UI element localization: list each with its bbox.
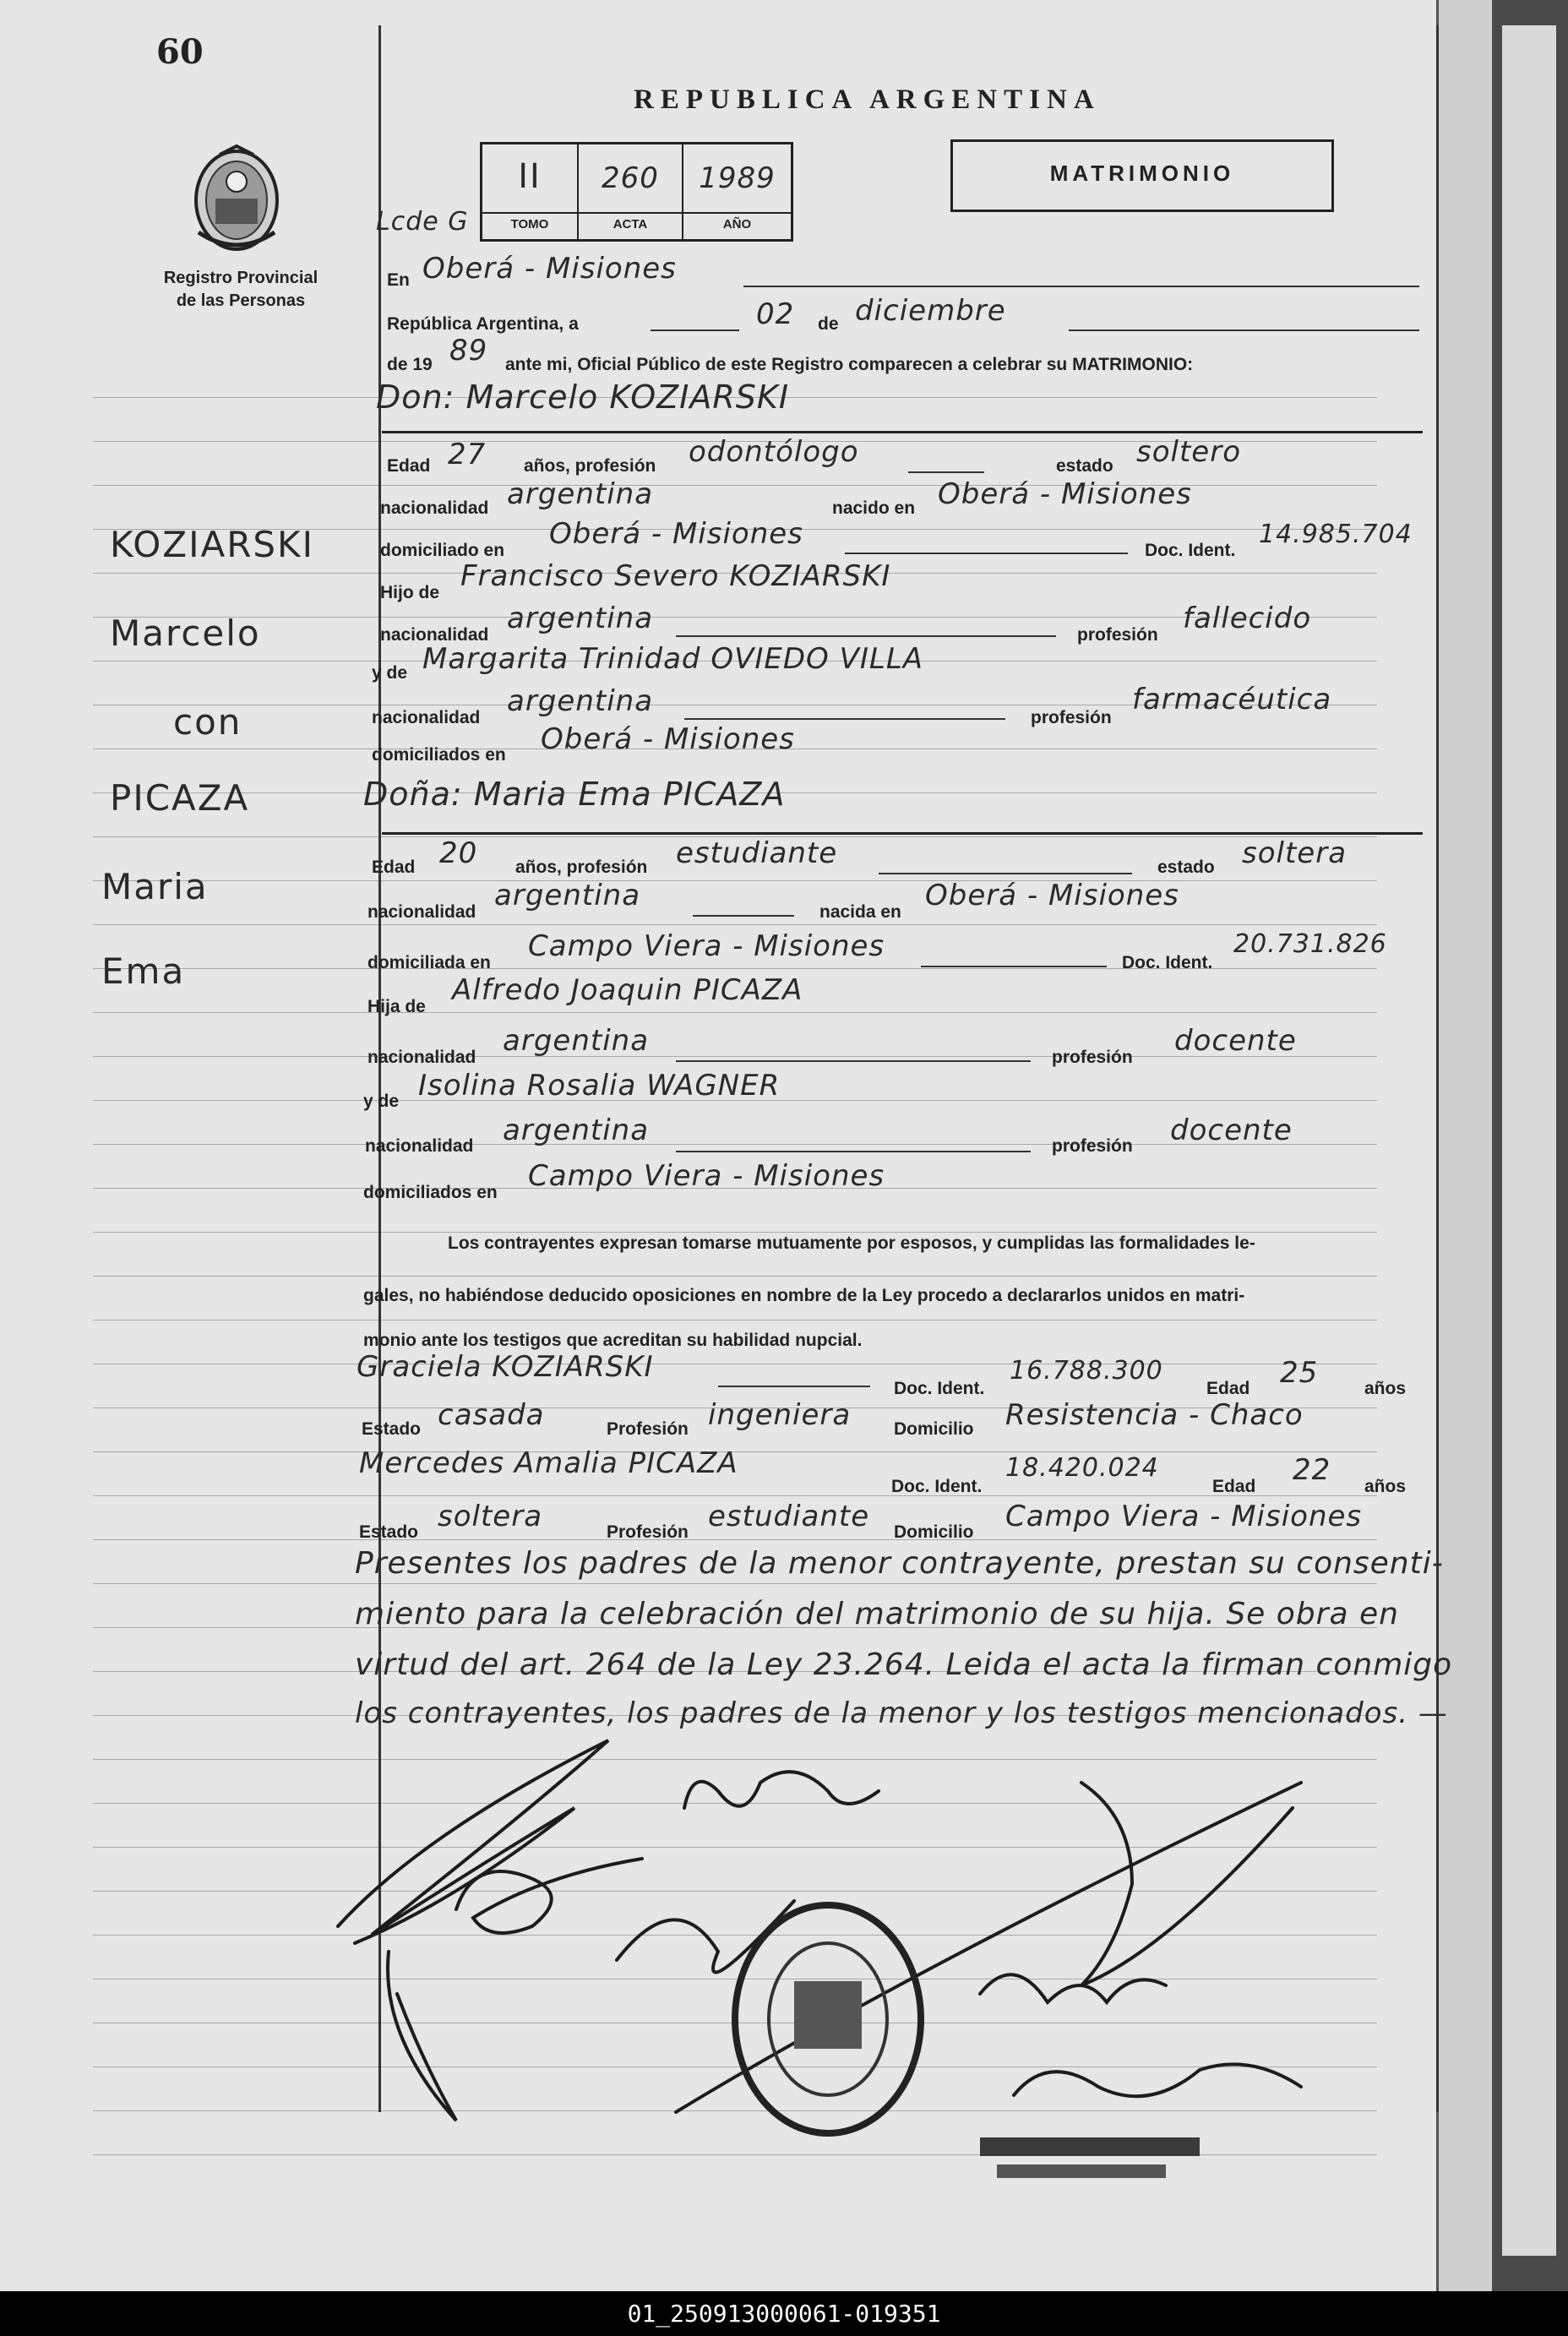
month-value: diciembre bbox=[855, 294, 1006, 328]
witness2-doc-label: Doc. Ident. bbox=[891, 1477, 983, 1496]
adjacent-page-edge bbox=[1502, 25, 1556, 2256]
signature-scribble-1 bbox=[338, 1740, 608, 1943]
bride-hija-label: Hija de bbox=[368, 997, 426, 1016]
witness1-name: Graciela KOZIARSKI bbox=[357, 1350, 654, 1384]
bride-anos-label: años, profesión bbox=[515, 858, 648, 877]
tomo-value: II bbox=[518, 157, 542, 196]
coat-of-arms-icon bbox=[182, 139, 291, 258]
bride-nacida-label: nacida en bbox=[819, 902, 901, 922]
bride-yde-label: y de bbox=[363, 1092, 400, 1111]
book-annotation: Lcde G bbox=[376, 207, 469, 237]
page-number: 60 bbox=[156, 32, 204, 72]
bride-madre: Isolina Rosalia WAGNER bbox=[418, 1069, 781, 1103]
statement-line-1: Los contrayentes expresan tomarse mutuamente por esposos, y cumplidas las formalidades le- bbox=[448, 1233, 1255, 1253]
official-seal bbox=[735, 1905, 921, 2133]
groom-dom-label: domiciliado en bbox=[380, 541, 505, 560]
witness2-name: Mercedes Amalia PICAZA bbox=[359, 1446, 738, 1480]
groom-padre-prof-label: profesión bbox=[1077, 625, 1158, 645]
groom-padres-dom-label: domiciliados en bbox=[372, 745, 506, 765]
margin-surname-bride: PICAZA bbox=[110, 777, 250, 819]
groom-padre-nac-label: nacionalidad bbox=[380, 625, 489, 645]
tomo-label: TOMO bbox=[510, 217, 549, 231]
bride-nac: argentina bbox=[494, 879, 641, 912]
witness1-doc: 16.788.300 bbox=[1010, 1356, 1163, 1386]
ruled-line bbox=[93, 1012, 1377, 1013]
groom-madre-prof-label: profesión bbox=[1031, 708, 1112, 727]
groom-anos-label: años, profesión bbox=[524, 456, 656, 476]
country-title: REPUBLICA ARGENTINA bbox=[634, 84, 1101, 115]
witness2-dom-label: Domicilio bbox=[894, 1522, 974, 1542]
bride-madre-prof-label: profesión bbox=[1052, 1136, 1133, 1156]
groom-nacido: Oberá - Misiones bbox=[938, 477, 1192, 511]
note-line-4: los contrayentes, los padres de la menor y los testigos mencionados. — bbox=[355, 1696, 1448, 1730]
groom-edad: 27 bbox=[448, 438, 487, 471]
witness2-edad-label: Edad bbox=[1212, 1477, 1256, 1496]
bride-dom-label: domiciliada en bbox=[368, 953, 491, 972]
witness1-edad-label: Edad bbox=[1206, 1379, 1250, 1398]
bride-nacida: Oberá - Misiones bbox=[925, 879, 1179, 912]
registry-line-1: Registro Provincial bbox=[163, 269, 318, 287]
witness1-estado: casada bbox=[438, 1398, 545, 1432]
groom-padre-prof: fallecido bbox=[1183, 602, 1312, 635]
acta-value: 260 bbox=[602, 161, 659, 195]
groom-madre-nac: argentina bbox=[507, 684, 654, 718]
groom-profesion: odontólogo bbox=[689, 435, 859, 469]
groom-estado: soltero bbox=[1136, 435, 1241, 469]
witness2-anos-label: años bbox=[1364, 1477, 1407, 1496]
ruled-line bbox=[93, 1232, 1377, 1233]
right-rule bbox=[1436, 25, 1439, 2112]
signature-loop-1 bbox=[456, 1859, 642, 1933]
bride-padre-prof-label: profesión bbox=[1052, 1048, 1133, 1067]
witness2-edad: 22 bbox=[1293, 1453, 1331, 1487]
groom-padre-nac: argentina bbox=[507, 602, 654, 635]
signature-officer bbox=[1014, 2064, 1301, 2096]
bride-name: Doña: Maria Ema PICAZA bbox=[363, 776, 786, 813]
witness1-dom-label: Domicilio bbox=[894, 1419, 974, 1439]
year-prefix: de 19 bbox=[387, 355, 433, 374]
registry-line-2: de las Personas bbox=[176, 291, 306, 310]
groom-madre: Margarita Trinidad OVIEDO VILLA bbox=[422, 642, 924, 676]
note-line-1: Presentes los padres de la menor contrayente, prestan su consenti- bbox=[355, 1546, 1444, 1581]
bride-nac-label: nacionalidad bbox=[368, 902, 476, 922]
en-label: En bbox=[387, 270, 410, 290]
witness1-prof-label: Profesión bbox=[607, 1419, 689, 1439]
bride-edad: 20 bbox=[439, 836, 478, 870]
bride-madre-nac-label: nacionalidad bbox=[365, 1136, 474, 1156]
acta-label: ACTA bbox=[612, 217, 648, 231]
groom-name: Don: Marcelo KOZIARSKI bbox=[376, 378, 790, 416]
ruled-line bbox=[93, 1583, 1377, 1584]
margin-name-groom: Marcelo bbox=[110, 613, 261, 654]
signature-diagonal bbox=[676, 1783, 1301, 2112]
groom-madre-nac-label: nacionalidad bbox=[372, 708, 481, 727]
bride-padres-dom: Campo Viera - Misiones bbox=[528, 1159, 885, 1193]
witness2-estado-label: Estado bbox=[359, 1522, 419, 1542]
witness1-edad: 25 bbox=[1280, 1356, 1319, 1390]
witness1-estado-label: Estado bbox=[362, 1419, 422, 1439]
bride-madre-nac: argentina bbox=[503, 1114, 650, 1147]
act-type-box bbox=[950, 139, 1334, 212]
bride-estado-label: estado bbox=[1157, 858, 1215, 877]
groom-edad-label: Edad bbox=[387, 456, 431, 476]
margin-name-bride-1: Maria bbox=[101, 866, 209, 907]
signatures-and-seal bbox=[321, 1732, 1419, 2273]
witness2-estado: soltera bbox=[438, 1500, 543, 1533]
margin-surname-groom: KOZIARSKI bbox=[110, 524, 314, 565]
bride-padre: Alfredo Joaquin PICAZA bbox=[452, 973, 803, 1007]
statement-line-3: monio ante los testigos que acreditan su habilidad nupcial. bbox=[363, 1331, 863, 1350]
margin-con: con bbox=[173, 701, 242, 743]
bride-doc-label: Doc. Ident. bbox=[1122, 953, 1213, 972]
groom-estado-label: estado bbox=[1056, 456, 1113, 476]
groom-padre: Francisco Severo KOZIARSKI bbox=[460, 559, 891, 593]
groom-nac-label: nacionalidad bbox=[380, 498, 489, 518]
anio-value: 1989 bbox=[699, 161, 776, 195]
groom-doc: 14.985.704 bbox=[1259, 520, 1413, 549]
bride-padres-dom-label: domiciliados en bbox=[363, 1183, 498, 1202]
groom-nac: argentina bbox=[507, 477, 654, 511]
bride-doc: 20.731.826 bbox=[1233, 929, 1387, 959]
witness1-doc-label: Doc. Ident. bbox=[894, 1379, 985, 1398]
year-suffix: 89 bbox=[449, 334, 488, 368]
book-binding-edge bbox=[1436, 0, 1494, 2291]
groom-hijo-label: Hijo de bbox=[380, 583, 440, 602]
act-type-label: MATRIMONIO bbox=[1049, 161, 1235, 186]
witness1-anos-label: años bbox=[1364, 1379, 1407, 1398]
bride-edad-label: Edad bbox=[372, 858, 416, 877]
bride-profesion: estudiante bbox=[676, 836, 838, 870]
place-value: Oberá - Misiones bbox=[422, 252, 677, 286]
bride-estado: soltera bbox=[1242, 836, 1348, 870]
statement-line-2: gales, no habiéndose deducido oposiciones en nombre de la Ley procedo a declararlos unidos en matri- bbox=[363, 1286, 1245, 1305]
ruled-line bbox=[93, 1495, 1377, 1496]
groom-padres-dom: Oberá - Misiones bbox=[541, 722, 795, 756]
groom-doc-label: Doc. Ident. bbox=[1145, 541, 1236, 560]
signature-long bbox=[1081, 1783, 1293, 1985]
witness2-doc: 18.420.024 bbox=[1005, 1453, 1159, 1483]
note-line-3: virtud del art. 264 de la Ley 23.264. Leida el acta la firman conmigo bbox=[355, 1647, 1453, 1682]
signature-groom bbox=[684, 1772, 879, 1808]
ruled-line bbox=[93, 1276, 1377, 1277]
day-value: 02 bbox=[756, 297, 795, 331]
ruled-line bbox=[93, 924, 1377, 925]
signature-cursive bbox=[980, 1974, 1166, 2002]
record-number-grid bbox=[480, 142, 793, 242]
scan-id-footer: 01_250913000061-019351 bbox=[0, 2291, 1568, 2336]
bride-madre-prof: docente bbox=[1170, 1114, 1293, 1147]
bride-domicilio: Campo Viera - Misiones bbox=[528, 929, 885, 963]
signature-scribble-2 bbox=[388, 1952, 456, 2121]
intro-text: ante mi, Oficial Público de este Registro comparecen a celebrar su MATRIMONIO: bbox=[505, 355, 1194, 374]
bride-padre-nac: argentina bbox=[503, 1024, 650, 1058]
anio-label: AÑO bbox=[722, 217, 752, 231]
witness2-domicilio: Campo Viera - Misiones bbox=[1005, 1500, 1363, 1533]
groom-domicilio: Oberá - Misiones bbox=[549, 517, 803, 551]
witness2-prof-label: Profesión bbox=[607, 1522, 689, 1542]
witness1-domicilio: Resistencia - Chaco bbox=[1005, 1398, 1304, 1432]
margin-name-bride-2: Ema bbox=[101, 950, 186, 992]
bride-padre-nac-label: nacionalidad bbox=[368, 1048, 476, 1067]
republica-label: República Argentina, a bbox=[387, 314, 579, 334]
groom-yde-label: y de bbox=[372, 663, 408, 683]
groom-nacido-label: nacido en bbox=[832, 498, 916, 518]
ruled-line bbox=[93, 880, 1377, 881]
bride-padre-prof: docente bbox=[1174, 1024, 1297, 1058]
witness2-prof: estudiante bbox=[708, 1500, 870, 1533]
de-label: de bbox=[818, 314, 839, 334]
witness1-prof: ingeniera bbox=[708, 1398, 852, 1432]
groom-madre-prof: farmacéutica bbox=[1132, 683, 1332, 716]
note-line-2: miento para la celebración del matrimonio de su hija. Se obra en bbox=[355, 1597, 1399, 1631]
ruled-line bbox=[93, 1539, 1377, 1540]
